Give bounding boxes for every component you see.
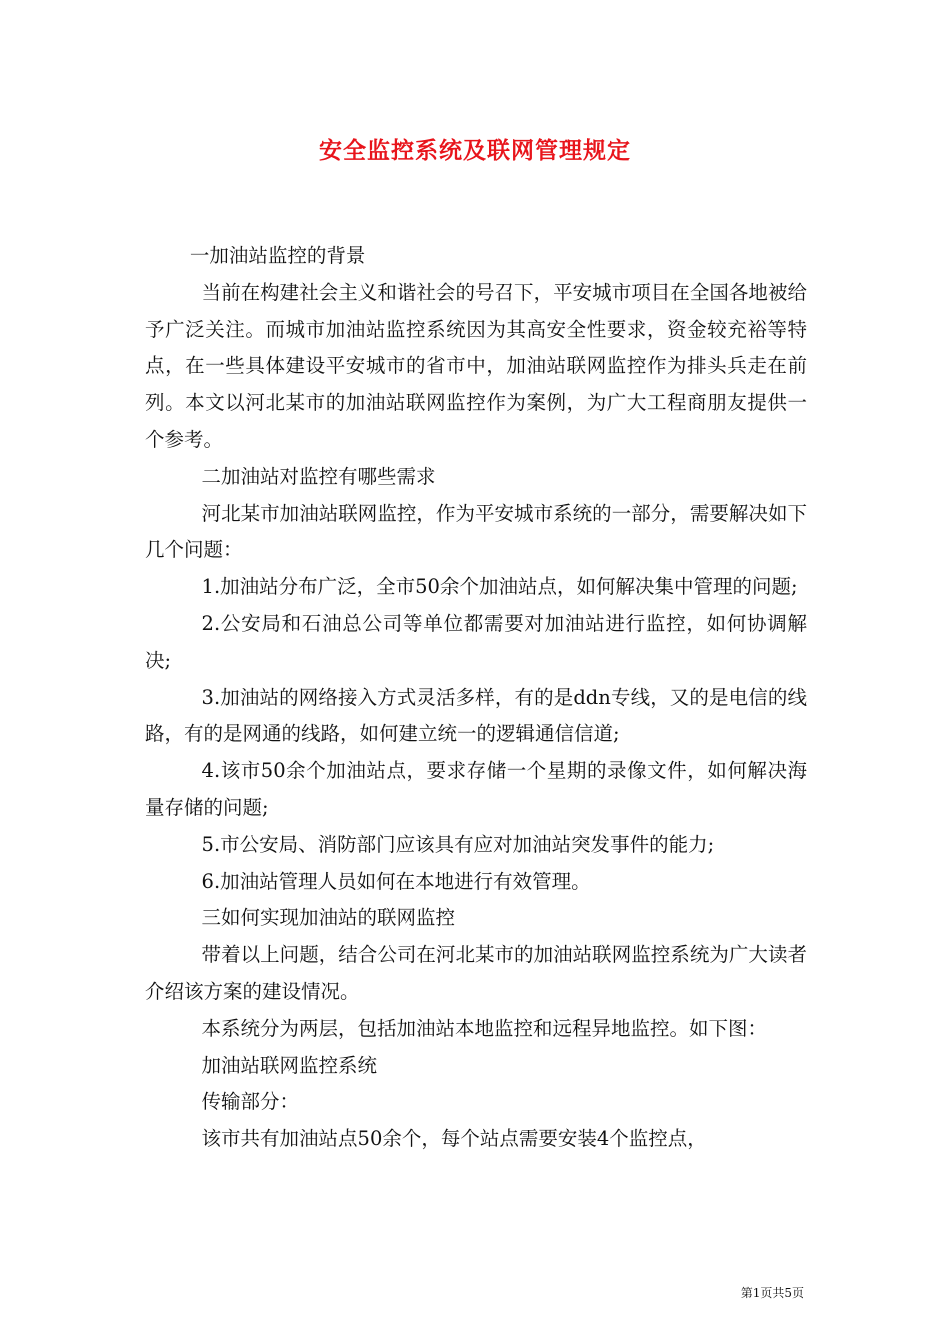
section-heading-2: 二加油站对监控有哪些需求 xyxy=(201,464,436,488)
list-item: 1.加油站分布广泛，全市50余个加油站点，如何解决集中管理的问题; xyxy=(201,575,798,599)
section-heading-1: 一加油站监控的背景 xyxy=(189,244,366,267)
document-title: 安全监控系统及联网管理规定 xyxy=(319,137,631,164)
list-item: 2.公安局和石油总公司等单位都需要对加油站进行监控，如何协调解决; xyxy=(145,611,807,672)
list-item: 4.该市50余个加油站点，要求存储一个星期的录像文件，如何解决海量存储的问题; xyxy=(145,759,807,819)
paragraph: 带着以上问题，结合公司在河北某市的加油站联网监控系统为广大读者介绍该方案的建设情况。 xyxy=(145,943,807,1003)
paragraph: 当前在构建社会主义和谐社会的号召下，平安城市项目在全国各地被给予广泛关注。而城市加油站监控系统因为其高安全性要求，资金较充裕等特点，在一些具体建设平安城市的省市中，加油站联网监控作为排头兵走在前列。本文以河北某市的加油站联网监控作为案例，为广大工程商朋友提供一个参考。 xyxy=(145,280,807,451)
list-item: 6.加油站管理人员如何在本地进行有效管理。 xyxy=(201,869,591,893)
subheading: 传输部分： xyxy=(201,1090,300,1114)
list-item: 5.市公安局、消防部门应该具有应对加油站突发事件的能力; xyxy=(201,832,715,856)
paragraph: 本系统分为两层，包括加油站本地监控和远程异地监控。如下图： xyxy=(201,1016,768,1040)
paragraph: 河北某市加油站联网监控，作为平安城市系统的一部分，需要解决如下几个问题： xyxy=(145,501,807,562)
page-number: 第1页共5页 xyxy=(740,1286,804,1300)
list-item: 3.加油站的网络接入方式灵活多样，有的是ddn专线，又的是电信的线路，有的是网通的线路，如何建立统一的逻辑通信信道; xyxy=(145,685,807,746)
figure-caption: 加油站联网监控系统 xyxy=(201,1053,378,1077)
section-heading-3: 三如何实现加油站的联网监控 xyxy=(201,906,456,930)
document-body xyxy=(145,238,807,1158)
paragraph: 该市共有加油站点50余个，每个站点需要安装4个监控点， xyxy=(201,1127,707,1151)
